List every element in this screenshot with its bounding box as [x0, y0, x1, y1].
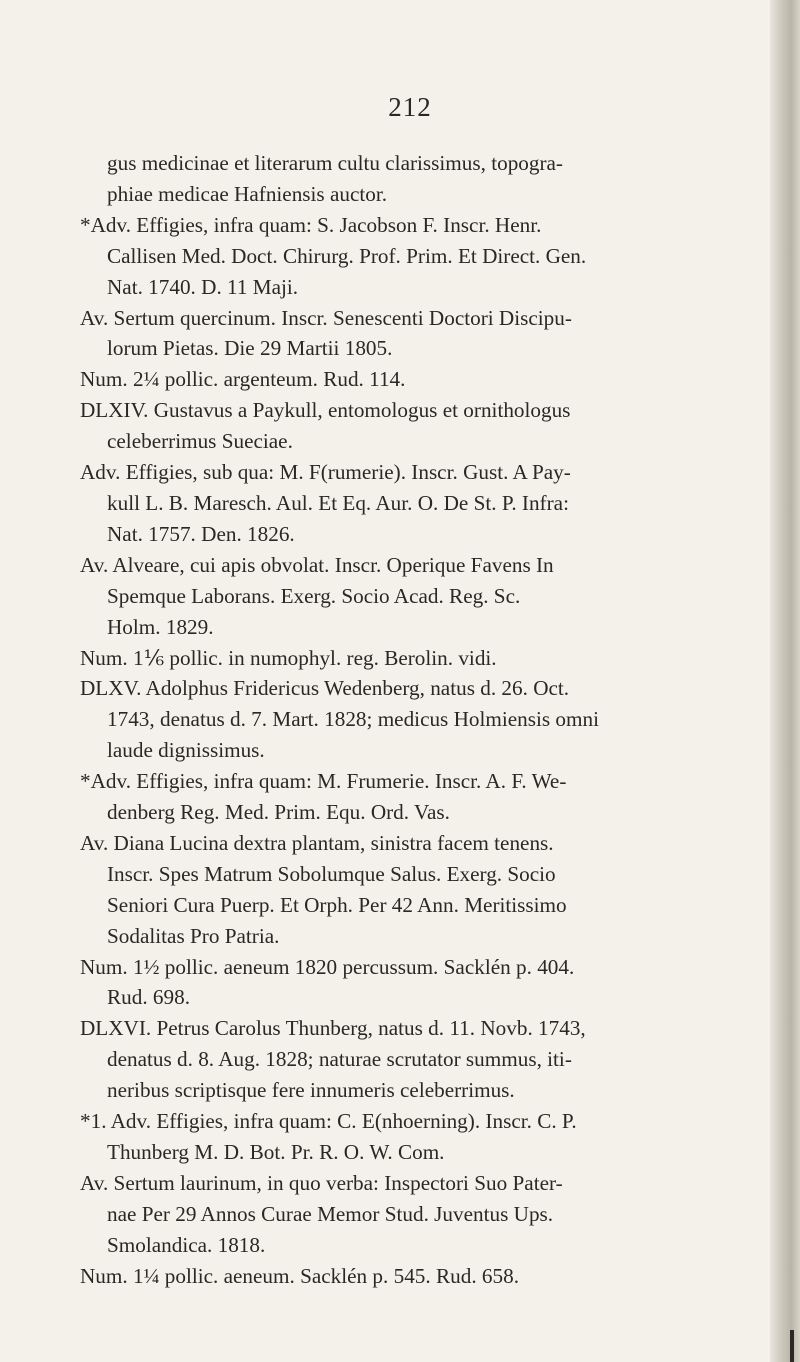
- text-line: nae Per 29 Annos Curae Memor Stud. Juventus Ups.: [107, 1201, 554, 1226]
- text-line: kull L. B. Maresch. Aul. Et Eq. Aur. O. De St. P. Infra:: [107, 490, 569, 515]
- text-line: *1. Adv. Effigies, infra quam: C. E(nhoerning). Inscr. C. P.: [80, 1109, 577, 1134]
- text-line: Adv. Effigies, sub qua: M. F(rumerie). Inscr. Gust. A Pay-: [80, 460, 571, 485]
- text-line: neribus scriptisque fere innumeris celeberrimus.: [107, 1078, 515, 1103]
- entry-heading-line: DLXIV. Gustavus a Paykull, entomologus et ornithologus: [80, 398, 571, 423]
- text-line: Av. Alveare, cui apis obvolat. Inscr. Operique Favens In: [80, 552, 554, 577]
- catalogue-text: [80, 148, 768, 1292]
- text-line: gus medicinae et literarum cultu clarissimus, topogra-: [107, 151, 563, 175]
- text-line: Num. 1¼ pollic. aeneum. Sacklén p. 545. Rud. 658.: [80, 1263, 519, 1288]
- text-line: Inscr. Spes Matrum Sobolumque Salus. Exerg. Socio: [107, 861, 556, 886]
- page-edge-shadow: [770, 0, 800, 1362]
- text-line: Thunberg M. D. Bot. Pr. R. O. W. Com.: [107, 1140, 445, 1164]
- text-line: Av. Sertum laurinum, in quo verba: Inspectori Suo Pater-: [80, 1170, 563, 1195]
- text-line: *Adv. Effigies, infra quam: M. Frumerie. Inscr. A. F. We-: [80, 769, 567, 794]
- text-line: laude dignissimus.: [107, 738, 265, 763]
- text-line: Num. 1½ pollic. aeneum 1820 percussum. Sacklén p. 404.: [80, 954, 575, 979]
- text-line: Callisen Med. Doct. Chirurg. Prof. Prim. Et Direct. Gen.: [107, 243, 587, 268]
- entry-heading-line: DLXVI. Petrus Carolus Thunberg, natus d. 11. Novb. 1743,: [80, 1016, 586, 1041]
- text-line: denatus d. 8. Aug. 1828; naturae scrutator summus, iti-: [107, 1047, 572, 1072]
- text-line: Nat. 1740. D. 11 Maji.: [107, 274, 299, 299]
- text-line: Av. Sertum quercinum. Inscr. Senescenti Doctori Discipu-: [80, 305, 572, 330]
- text-line: celeberrimus Sueciae.: [107, 429, 293, 454]
- text-line: lorum Pietas. Die 29 Martii 1805.: [107, 336, 393, 361]
- text-line: Rud. 698.: [107, 985, 190, 1010]
- text-line: Av. Diana Lucina dextra plantam, sinistra facem tenens.: [80, 830, 554, 855]
- text-line: Holm. 1829.: [107, 614, 214, 639]
- text-line: 1743, denatus d. 7. Mart. 1828; medicus Holmiensis omni: [107, 707, 599, 732]
- page-number: 212: [388, 92, 432, 122]
- text-line: Spemque Laborans. Exerg. Socio Acad. Reg. Sc.: [107, 583, 521, 608]
- text-line: Seniori Cura Puerp. Et Orph. Per 42 Ann. Meritissimo: [107, 892, 567, 917]
- text-line: Nat. 1757. Den. 1826.: [107, 521, 295, 546]
- text-line: Num. 1⅙ pollic. in numophyl. reg. Berolin. vidi.: [80, 645, 497, 670]
- text-line: denberg Reg. Med. Prim. Equ. Ord. Vas.: [107, 800, 450, 825]
- text-line: phiae medicae Hafniensis auctor.: [107, 181, 388, 206]
- text-line: Smolandica. 1818.: [107, 1232, 266, 1257]
- text-line: Num. 2¼ pollic. argenteum. Rud. 114.: [80, 367, 406, 392]
- text-line: Sodalitas Pro Patria.: [107, 923, 280, 948]
- text-line: *Adv. Effigies, infra quam: S. Jacobson F. Inscr. Henr.: [80, 212, 542, 237]
- entry-heading-line: DLXV. Adolphus Fridericus Wedenberg, natus d. 26. Oct.: [80, 676, 570, 701]
